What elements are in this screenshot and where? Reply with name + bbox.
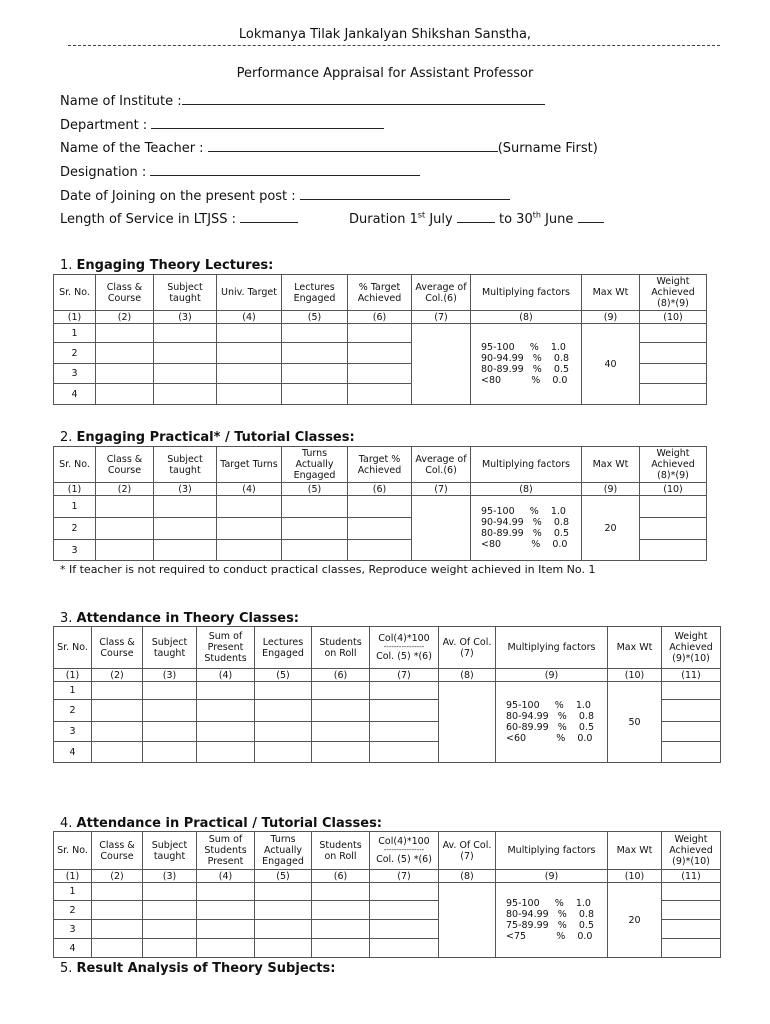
entry-cell[interactable] [96, 364, 154, 384]
column-header: Sum of Present Students [197, 627, 255, 669]
duration-to: to 30 [498, 212, 533, 227]
column-header: Sr. No. [54, 275, 96, 311]
column-number: (8) [439, 669, 496, 682]
row-number: 4 [54, 939, 92, 958]
row-number: 2 [54, 343, 96, 364]
entry-cell[interactable] [143, 883, 197, 901]
entry-cell[interactable] [92, 700, 143, 722]
entry-cell[interactable] [143, 682, 197, 700]
table-row [54, 682, 721, 700]
column-header: Max Wt [582, 447, 640, 483]
duration-st: st [417, 210, 426, 220]
column-header: Av. Of Col. (7) [439, 832, 496, 870]
theory-attendance-table [53, 626, 721, 763]
row-number: 1 [54, 496, 96, 518]
entry-cell[interactable] [92, 722, 143, 742]
entry-cell[interactable] [154, 540, 217, 561]
entry-cell[interactable] [197, 722, 255, 742]
entry-cell[interactable] [92, 682, 143, 700]
table-row [54, 496, 707, 518]
column-header: Subject taught [143, 832, 197, 870]
entry-cell[interactable] [640, 496, 707, 518]
column-header: Sr. No. [54, 627, 92, 669]
section-3-heading: 3. Attendance in Theory Classes: [60, 611, 300, 626]
max-weight: 20 [582, 496, 640, 561]
row-number: 3 [54, 364, 96, 384]
entry-cell[interactable] [217, 540, 282, 561]
entry-cell[interactable] [217, 384, 282, 405]
max-weight: 20 [608, 883, 662, 958]
row-number: 1 [54, 883, 92, 901]
column-header: Sum of Students Present [197, 832, 255, 870]
department-label: Department : [60, 118, 148, 133]
column-header: Class & Course [92, 627, 143, 669]
entry-cell[interactable] [640, 324, 707, 343]
organization-name: Lokmanya Tilak Jankalyan Shikshan Sanstha, [238, 27, 532, 42]
department-blank[interactable] [151, 114, 384, 129]
entry-cell[interactable] [217, 496, 282, 518]
entry-cell[interactable] [197, 920, 255, 939]
column-number: (6) [312, 669, 370, 682]
column-number: (11) [662, 669, 721, 682]
entry-cell[interactable] [348, 496, 412, 518]
practical-attendance-table [53, 831, 721, 958]
section-1-heading: 1. Engaging Theory Lectures: [60, 258, 274, 273]
multiplying-factors: 95-100 % 1.0 80-94.99 % 0.8 60-89.99 % 0.5 <60 % 0.0 [496, 682, 608, 763]
entry-cell[interactable] [662, 700, 721, 722]
entry-cell[interactable] [312, 901, 370, 920]
entry-cell[interactable] [370, 682, 439, 700]
column-number: (2) [96, 311, 154, 324]
institute-label: Name of Institute : [60, 94, 182, 109]
column-number: (1) [54, 870, 92, 883]
entry-cell[interactable] [217, 343, 282, 364]
joining-date-label: Date of Joining on the present post : [60, 189, 296, 204]
column-header: Univ. Target [217, 275, 282, 311]
column-header: Turns Actually Engaged [282, 447, 348, 483]
entry-cell[interactable] [255, 901, 312, 920]
entry-cell[interactable] [370, 742, 439, 763]
column-number-row [54, 870, 721, 883]
column-number: (5) [282, 483, 348, 496]
multiplying-factors: 95-100 % 1.0 90-94.99 % 0.8 80-89.99 % 0.5 <80 % 0.0 [471, 496, 582, 561]
duration-th: th [532, 210, 541, 220]
practical-classes-table [53, 446, 707, 561]
entry-cell[interactable] [154, 364, 217, 384]
entry-cell[interactable] [143, 742, 197, 763]
column-number: (2) [92, 870, 143, 883]
entry-cell[interactable] [640, 540, 707, 561]
entry-cell[interactable] [370, 920, 439, 939]
entry-cell[interactable] [348, 540, 412, 561]
entry-cell[interactable] [282, 343, 348, 364]
teacher-name-label: Name of the Teacher : [60, 141, 204, 156]
row-number: 1 [54, 682, 92, 700]
column-number-row [54, 669, 721, 682]
row-number: 3 [54, 722, 92, 742]
entry-cell[interactable] [96, 384, 154, 405]
duration-field[interactable] [349, 208, 604, 227]
column-number: (3) [143, 870, 197, 883]
institute-blank[interactable] [182, 90, 545, 105]
section-5-heading: 5. Result Analysis of Theory Subjects: [60, 961, 336, 976]
entry-cell[interactable] [92, 742, 143, 763]
entry-cell[interactable] [348, 518, 412, 540]
entry-cell[interactable] [312, 883, 370, 901]
entry-cell[interactable] [96, 518, 154, 540]
entry-cell[interactable] [640, 384, 707, 405]
column-number: (6) [348, 483, 412, 496]
column-number: (1) [54, 311, 96, 324]
column-number: (1) [54, 483, 96, 496]
entry-cell[interactable] [92, 939, 143, 958]
table-row [54, 883, 721, 901]
column-header: Max Wt [582, 275, 640, 311]
table-row [54, 324, 707, 343]
entry-cell[interactable] [312, 742, 370, 763]
entry-cell[interactable] [143, 920, 197, 939]
entry-cell[interactable] [282, 518, 348, 540]
column-number: (4) [197, 669, 255, 682]
entry-cell[interactable] [312, 920, 370, 939]
column-header: Average of Col.(6) [412, 275, 471, 311]
entry-cell[interactable] [197, 883, 255, 901]
column-header: Multiplying factors [471, 447, 582, 483]
column-header: Weight Achieved (9)*(10) [662, 832, 721, 870]
entry-cell[interactable] [282, 540, 348, 561]
table-header-row [54, 275, 707, 311]
header-divider [68, 45, 720, 46]
row-number: 1 [54, 324, 96, 343]
entry-cell[interactable] [197, 901, 255, 920]
column-header: Weight Achieved (8)*(9) [640, 275, 707, 311]
entry-cell[interactable] [662, 939, 721, 958]
service-length-label: Length of Service in LTJSS : [60, 212, 237, 227]
entry-cell[interactable] [92, 883, 143, 901]
column-number: (7) [412, 483, 471, 496]
column-number: (2) [92, 669, 143, 682]
entry-cell[interactable] [312, 682, 370, 700]
column-number: (10) [640, 311, 707, 324]
entry-cell[interactable] [348, 364, 412, 384]
column-number: (9) [582, 483, 640, 496]
entry-cell[interactable] [640, 518, 707, 540]
entry-cell[interactable] [370, 883, 439, 901]
column-number: (10) [608, 669, 662, 682]
entry-cell[interactable] [143, 901, 197, 920]
designation-field[interactable] [60, 161, 420, 180]
entry-cell[interactable] [217, 364, 282, 384]
service-length-blank[interactable] [240, 208, 298, 223]
entry-cell[interactable] [255, 920, 312, 939]
column-header: Subject taught [143, 627, 197, 669]
entry-cell[interactable] [197, 939, 255, 958]
column-number: (5) [255, 870, 312, 883]
entry-cell[interactable] [282, 324, 348, 343]
entry-cell[interactable] [640, 364, 707, 384]
entry-cell[interactable] [143, 700, 197, 722]
teacher-name-blank[interactable] [208, 137, 498, 152]
entry-cell[interactable] [217, 518, 282, 540]
row-number: 4 [54, 384, 96, 405]
table-header-row [54, 447, 707, 483]
column-number: (3) [154, 483, 217, 496]
column-number-row [54, 311, 707, 324]
column-number: (5) [255, 669, 312, 682]
practical-note: * If teacher is not required to conduct practical classes, Reproduce weight achieved in Item No. 1 [60, 563, 596, 576]
entry-cell[interactable] [154, 518, 217, 540]
column-number: (9) [496, 669, 608, 682]
duration-june: June [540, 212, 574, 227]
entry-cell[interactable] [282, 364, 348, 384]
column-number: (7) [370, 870, 439, 883]
column-number: (7) [370, 669, 439, 682]
entry-cell[interactable] [197, 700, 255, 722]
column-header: Subject taught [154, 447, 217, 483]
average-cell[interactable] [439, 682, 496, 763]
column-number: (1) [54, 669, 92, 682]
entry-cell[interactable] [348, 343, 412, 364]
entry-cell[interactable] [662, 722, 721, 742]
average-cell[interactable] [412, 324, 471, 405]
entry-cell[interactable] [92, 920, 143, 939]
column-number: (9) [582, 311, 640, 324]
surname-note: (Surname First) [497, 141, 598, 156]
column-header: Subject taught [154, 275, 217, 311]
column-header: Class & Course [92, 832, 143, 870]
entry-cell[interactable] [662, 742, 721, 763]
column-header: Sr. No. [54, 832, 92, 870]
joining-date-field[interactable] [60, 185, 510, 204]
column-header: Sr. No. [54, 447, 96, 483]
entry-cell[interactable] [217, 324, 282, 343]
max-weight: 40 [582, 324, 640, 405]
column-number: (8) [471, 483, 582, 496]
entry-cell[interactable] [312, 722, 370, 742]
column-number: (8) [471, 311, 582, 324]
multiplying-factors: 95-100 % 1.0 80-94.99 % 0.8 75-89.99 % 0.5 <75 % 0.0 [496, 883, 608, 958]
entry-cell[interactable] [370, 700, 439, 722]
entry-cell[interactable] [312, 939, 370, 958]
column-header: Students on Roll [312, 627, 370, 669]
column-number: (6) [348, 311, 412, 324]
column-header: Lectures Engaged [255, 627, 312, 669]
entry-cell[interactable] [154, 324, 217, 343]
entry-cell[interactable] [92, 901, 143, 920]
column-header: Max Wt [608, 832, 662, 870]
column-header: Multiplying factors [496, 627, 608, 669]
column-number-row [54, 483, 707, 496]
column-header: Av. Of Col. (7) [439, 627, 496, 669]
column-header: % Target Achieved [348, 275, 412, 311]
designation-label: Designation : [60, 165, 147, 180]
column-header: Weight Achieved (8)*(9) [640, 447, 707, 483]
entry-cell[interactable] [96, 343, 154, 364]
column-header: Class & Course [96, 275, 154, 311]
column-header: Target % Achieved [348, 447, 412, 483]
row-number: 2 [54, 518, 96, 540]
row-number: 2 [54, 700, 92, 722]
entry-cell[interactable] [370, 901, 439, 920]
entry-cell[interactable] [255, 700, 312, 722]
column-number: (4) [197, 870, 255, 883]
section-2-heading: 2. Engaging Practical* / Tutorial Classes: [60, 430, 355, 445]
entry-cell[interactable] [154, 343, 217, 364]
multiplying-factors: 95-100 % 1.0 90-94.99 % 0.8 80-89.99 % 0.5 <80 % 0.0 [471, 324, 582, 405]
form-title: Performance Appraisal for Assistant Professor [236, 66, 534, 81]
column-number: (9) [496, 870, 608, 883]
entry-cell[interactable] [348, 324, 412, 343]
average-cell[interactable] [439, 883, 496, 958]
column-header: Turns Actually Engaged [255, 832, 312, 870]
joining-date-blank[interactable] [300, 185, 510, 200]
entry-cell[interactable] [255, 939, 312, 958]
column-header: Students on Roll [312, 832, 370, 870]
entry-cell[interactable] [348, 384, 412, 405]
entry-cell[interactable] [143, 939, 197, 958]
column-number: (3) [154, 311, 217, 324]
entry-cell[interactable] [154, 384, 217, 405]
entry-cell[interactable] [662, 682, 721, 700]
entry-cell[interactable] [255, 722, 312, 742]
row-number: 3 [54, 920, 92, 939]
entry-cell[interactable] [255, 742, 312, 763]
column-header: Multiplying factors [471, 275, 582, 311]
column-number: (2) [96, 483, 154, 496]
theory-lectures-table [53, 274, 707, 405]
department-field[interactable] [60, 114, 384, 133]
column-number: (8) [439, 870, 496, 883]
column-header: Lectures Engaged [282, 275, 348, 311]
entry-cell[interactable] [96, 496, 154, 518]
section-4-heading: 4. Attendance in Practical / Tutorial Classes: [60, 816, 383, 831]
column-number: (10) [608, 870, 662, 883]
table-header-row [54, 627, 721, 669]
service-length-field[interactable] [60, 208, 298, 227]
entry-cell[interactable] [662, 901, 721, 920]
entry-cell[interactable] [312, 700, 370, 722]
column-number: (6) [312, 870, 370, 883]
column-number: (5) [282, 311, 348, 324]
entry-cell[interactable] [662, 920, 721, 939]
column-header: Average of Col.(6) [412, 447, 471, 483]
average-cell[interactable] [412, 496, 471, 561]
entry-cell[interactable] [96, 324, 154, 343]
entry-cell[interactable] [282, 384, 348, 405]
entry-cell[interactable] [662, 883, 721, 901]
column-header: Col(4)*100 ---------------- Col. (5) *(6) [370, 627, 439, 669]
column-number: (10) [640, 483, 707, 496]
teacher-name-field[interactable] [60, 137, 598, 156]
column-header: Class & Course [96, 447, 154, 483]
column-number: (11) [662, 870, 721, 883]
duration-july: July [425, 212, 453, 227]
max-weight: 50 [608, 682, 662, 763]
table-header-row [54, 832, 721, 870]
institute-field[interactable] [60, 90, 545, 109]
duration-label: Duration 1 [349, 212, 418, 227]
entry-cell[interactable] [197, 742, 255, 763]
designation-blank[interactable] [150, 161, 420, 176]
column-header: Target Turns [217, 447, 282, 483]
entry-cell[interactable] [255, 682, 312, 700]
column-number: (7) [412, 311, 471, 324]
entry-cell[interactable] [282, 496, 348, 518]
column-number: (3) [143, 669, 197, 682]
duration-start-blank[interactable] [457, 208, 495, 223]
entry-cell[interactable] [640, 343, 707, 364]
entry-cell[interactable] [197, 682, 255, 700]
entry-cell[interactable] [370, 939, 439, 958]
column-header: Max Wt [608, 627, 662, 669]
entry-cell[interactable] [255, 883, 312, 901]
column-header: Multiplying factors [496, 832, 608, 870]
row-number: 4 [54, 742, 92, 763]
column-number: (4) [217, 311, 282, 324]
column-number: (4) [217, 483, 282, 496]
column-header: Weight Achieved (9)*(10) [662, 627, 721, 669]
entry-cell[interactable] [143, 722, 197, 742]
entry-cell[interactable] [154, 496, 217, 518]
column-header: Col(4)*100 ---------------- Col. (5) *(6) [370, 832, 439, 870]
row-number: 3 [54, 540, 96, 561]
duration-end-blank[interactable] [578, 208, 604, 223]
entry-cell[interactable] [96, 540, 154, 561]
entry-cell[interactable] [370, 722, 439, 742]
row-number: 2 [54, 901, 92, 920]
